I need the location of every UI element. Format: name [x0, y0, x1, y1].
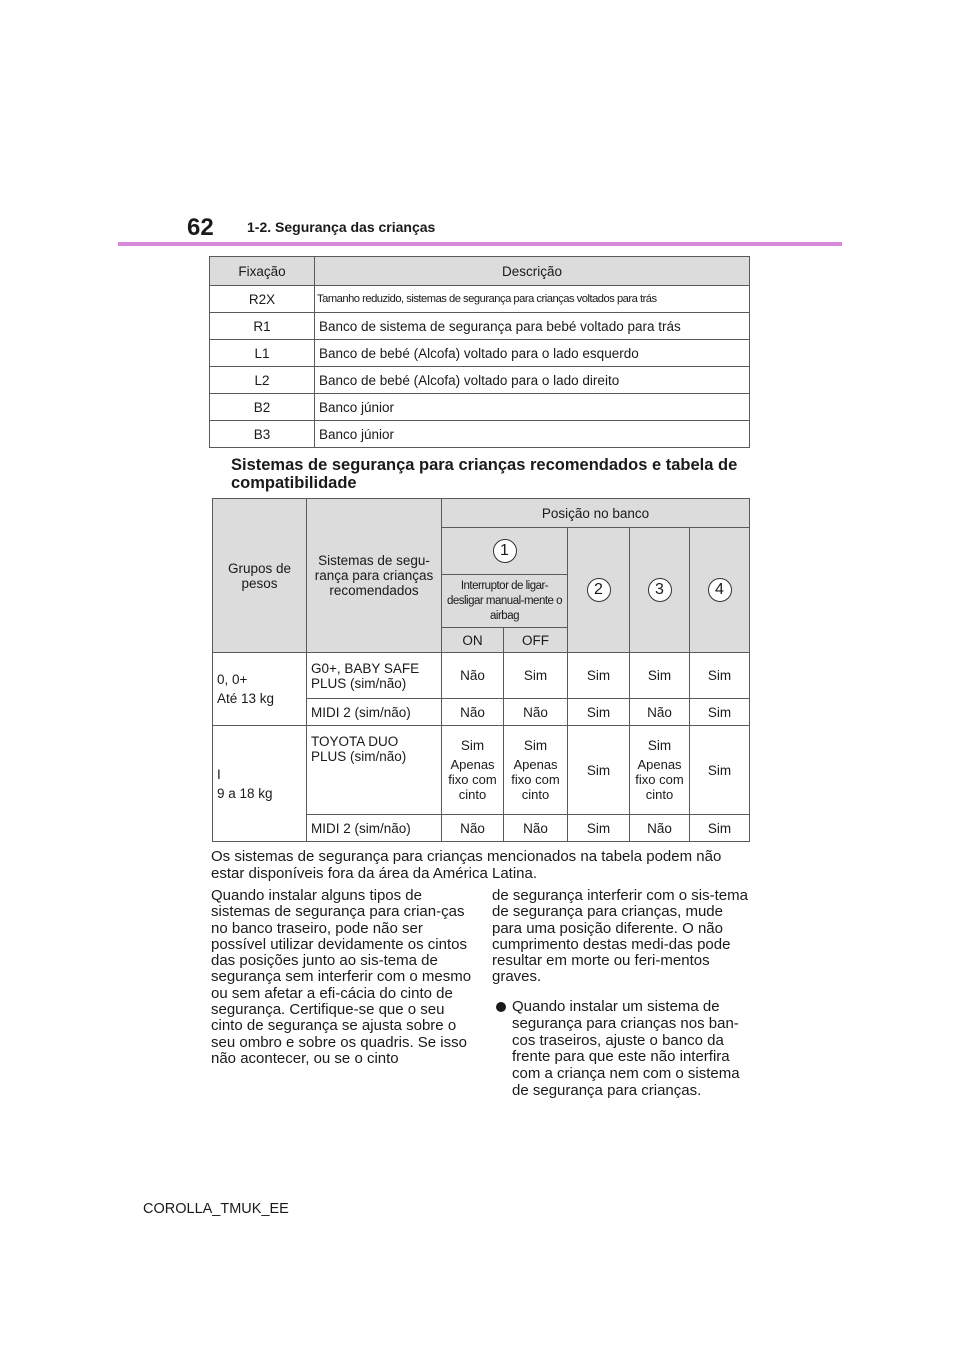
section-title: 1-2. Segurança das crianças — [247, 219, 436, 235]
table-row — [210, 421, 750, 448]
seat-3-cell — [630, 528, 690, 653]
cell-off: Sim — [504, 653, 568, 699]
body-text-left: Quando instalar alguns tipos de sistemas de segurança para crian-ças no banco traseiro, pode não ser possível utilizar devidamente os cintos das posições junto ao sis-tema de segurança sem interferir com o mesmo ou sem afetar a efi-cácia do cinto de segurança. Certifique-se que o seu cinto de segurança se ajusta sobre o seu ombro e sobre os quadris. Se isso não acontecer, ou se o cinto — [211, 887, 472, 1067]
fixation-description: Banco de bebé (Alcofa) voltado para o lado direito — [315, 367, 750, 394]
cell-seat-4: Sim — [690, 653, 750, 699]
cell-seat-3: Sim — [630, 653, 690, 699]
fixation-code: R1 — [210, 313, 315, 340]
fixation-code: R2X — [210, 286, 315, 313]
cell-value: Sim — [523, 738, 548, 753]
weight-group-label: I — [217, 766, 221, 782]
weight-groups-header: Grupos de pesos — [213, 499, 307, 653]
footer-code: COROLLA_TMUK_EE — [143, 1201, 289, 1217]
seat-2-icon: 2 — [587, 578, 611, 602]
fixation-table — [209, 256, 750, 448]
weight-group-1 — [213, 726, 307, 842]
table-row — [210, 313, 750, 340]
system-name: MIDI 2 (sim/não) — [307, 699, 442, 726]
cell-value: Sim — [460, 738, 485, 753]
table-row — [210, 286, 750, 313]
fixation-code: B2 — [210, 394, 315, 421]
cell-seat-2: Sim — [568, 815, 630, 842]
fixation-description: Banco de bebé (Alcofa) voltado para o lado esquerdo — [315, 340, 750, 367]
system-name: MIDI 2 (sim/não) — [307, 815, 442, 842]
system-name: TOYOTA DUO PLUS (sim/não) — [307, 726, 442, 815]
weight-range: 9 a 18 kg — [217, 785, 273, 801]
fixation-code: L2 — [210, 367, 315, 394]
seat-2-cell — [568, 528, 630, 653]
cell-note: Apenas fixo com cinto — [448, 757, 497, 802]
cell-on: Não — [442, 699, 504, 726]
fixation-code: B3 — [210, 421, 315, 448]
compatibility-table — [212, 498, 750, 842]
availability-note: Os sistemas de segurança para crianças mencionados na tabela podem não estar disponíveis fora da área da América Latina. — [211, 848, 722, 882]
weight-group-0 — [213, 653, 307, 726]
fixation-description: Banco júnior — [315, 421, 750, 448]
bullet-item — [496, 999, 756, 1100]
fixation-description: Tamanho reduzido, sistemas de segurança para crianças voltados para trás — [315, 286, 750, 313]
off-header: OFF — [504, 628, 568, 653]
cell-on: Não — [442, 653, 504, 699]
systems-header: Sistemas de segu-rança para crianças recomendados — [307, 499, 442, 653]
cell-off: Não — [504, 815, 568, 842]
body-text-right: de segurança interferir com o sis-tema de segurança para crianças, mude para uma posição diferente. O não cumprimento destas medi-das pode resultar em morte ou feri-mentos graves. — [492, 887, 748, 986]
cell-seat-4: Sim — [690, 699, 750, 726]
weight-group-label: 0, 0+ — [217, 672, 248, 687]
cell-note: Apenas fixo com cinto — [635, 757, 684, 802]
cell-seat-2: Sim — [568, 653, 630, 699]
description-header: Descrição — [315, 257, 750, 286]
fixation-description: Banco júnior — [315, 394, 750, 421]
seat-3-icon: 3 — [648, 578, 672, 602]
system-name: G0+, BABY SAFE PLUS (sim/não) — [307, 653, 442, 699]
cell-on — [442, 726, 504, 815]
table-row — [210, 340, 750, 367]
cell-seat-2: Sim — [568, 726, 630, 815]
cell-note: Apenas fixo com cinto — [511, 757, 560, 802]
cell-seat-4: Sim — [690, 815, 750, 842]
seat-position-header: Posição no banco — [442, 499, 750, 528]
cell-off: Não — [504, 699, 568, 726]
table-row — [210, 394, 750, 421]
seat-1-icon: 1 — [493, 539, 517, 563]
cell-seat-3: Não — [630, 699, 690, 726]
seat-4-cell — [690, 528, 750, 653]
header-rule — [118, 242, 842, 246]
fixation-code: L1 — [210, 340, 315, 367]
fixation-header: Fixação — [210, 257, 315, 286]
seat-1-cell — [442, 528, 568, 575]
on-header: ON — [442, 628, 504, 653]
compatibility-heading: Sistemas de segurança para crianças recomendados e tabela de compatibilidade — [231, 456, 738, 492]
seat-4-icon: 4 — [708, 578, 732, 602]
cell-on: Não — [442, 815, 504, 842]
cell-seat-3: Não — [630, 815, 690, 842]
cell-seat-4: Sim — [690, 726, 750, 815]
table-row — [213, 653, 750, 699]
bullet-text: Quando instalar um sistema de segurança para crianças nos ban-cos traseiros, ajuste o banco da frente para que este não interfira com a criança nem com o sistema de segurança para crianças. — [512, 998, 740, 1099]
table-row — [213, 726, 750, 815]
cell-seat-3 — [630, 726, 690, 815]
airbag-switch-header: Interruptor de ligar-desligar manual-mente o airbag — [442, 575, 568, 628]
cell-off — [504, 726, 568, 815]
cell-seat-2: Sim — [568, 699, 630, 726]
bullet-dot-icon — [496, 1002, 506, 1012]
table-row — [210, 367, 750, 394]
page-number: 62 — [187, 214, 214, 241]
weight-range: Até 13 kg — [217, 691, 275, 706]
fixation-description: Banco de sistema de segurança para bebé voltado para trás — [315, 313, 750, 340]
cell-value: Sim — [647, 738, 672, 753]
